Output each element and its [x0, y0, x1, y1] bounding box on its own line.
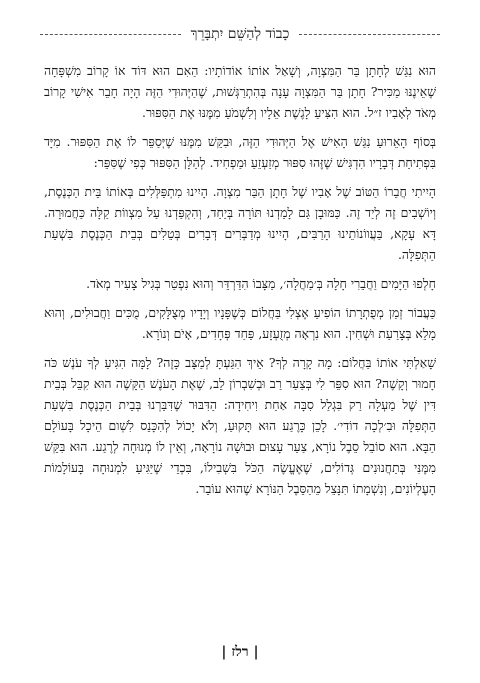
header-rule-right: [299, 34, 440, 35]
running-header: [40, 26, 440, 43]
page-number: | רלז |: [221, 644, 259, 660]
paragraph-4: חָלְפוּ הַיָּמִים וַחֲבֵרִי חָלָה בְּ׳מַחֲלָה׳, מַצָּבוֹ הִדַּרְדֵּר וְהוּא נִפְטַר בְּגִיל צָעִיר מְאֹד.: [86, 276, 436, 291]
page-body: [44, 60, 436, 507]
paragraph-3: הָיִיתִי חֲבֵרוֹ הַטּוֹב שֶׁל אָבִיו שֶׁל חָתָן הַבַּר מִצְוָה. הָיִינוּ מִתְפַּלְּלִים בְּאוֹתוֹ בֵּית הַכְּנֶסֶת, וְיוֹשְׁבִים זֶה לְיַד זֶה. כַּמּוּבָן גַּם לָמַדְנוּ תּוֹרָה בְּיַחַד, וְהִקְפַּדְנוּ עַל מִצְווֹת קַלָּה כַּחֲמוּרָה. דָּא עָקָא, בַּעֲווֹנוֹתֵינוּ הָרַבִּים, הָיִינוּ מְדַבְּרִים דְּבָרִים בְּטֵלִים בְּבֵית הַכְּנֶסֶת בִּשְׁעַת הַתְּפִלָּה.: [44, 184, 436, 262]
header-title: כָבוֹד לְהַשֵּׁם יִתְבָּרֵךְ: [190, 26, 290, 42]
header-rule-left: [40, 34, 181, 35]
paragraph-2: בְּסוֹף הָאֵרוּעַ נִגַּשׁ הָאִישׁ אֶל הַיְּהוּדִי הַזֶּה, וּבִקֵּשׁ מִמֶּנּוּ שֶׁיְּסַפֵּר לוֹ אֶת הַסִּפּוּר. מִיָּד בִּפְתִיחַת דְּבָרָיו הִדְגִּישׁ שֶׁזֶּהוּ סִפּוּר מְזַעְזֵעַ וּמַפְחִיד. לְהַלָּן הַסִּפּוּר כְּפִי שֶׁסִּפֵּר:: [44, 134, 436, 170]
paragraph-6: שָׁאַלְתִּי אוֹתוֹ בַּחֲלוֹם: מָה קָרָה לְךָ? אֵיךְ הִגַּעְתָּ לְמַצָּב כָּזֶה? לָמָּה הִגִּיעַ לְךָ עֹנֶשׁ כֹּה חָמוּר וְקָשֶׁה? הוּא סִפֵּר לִי בְּצַעַר רַב וּבְשִׁבְרוֹן לֵב, שֶׁאֶת הָעֹנֶשׁ הַקָּשֶׁה הוּא קִבֵּל בְּבֵית דִּין שֶׁל מַעְלָה רַק בִּגְלַל סִבָּה אַחַת וִיחִידָה: הַדִּבּוּר שֶׁדִּבַּרְנוּ בְּבֵית הַכְּנֶסֶת בִּשְׁעַת הַתְּפִלָּה וּבִ׳לְכָה דוֹדִי׳. לָכֵן כָּרֶגַע הוּא תָּקוּעַ, וְלֹא יָכוֹל לְהִכָּנֵס לִשְׁום הֵיכָל בָּעוֹלָם הַבָּא. הוּא סוֹבֵל סֵבֶל נוֹרָא, צַעַר עָצוּם וּבוּשָׁה נוֹרָאָה, וְאֵין לוֹ מְנוּחָה לְרֶגַע. הוּא בִּקֵּשׁ מִמֶּנִּי בְּתַחֲנוּנִים גְּדוֹלִים, שֶׁאֶעֱשֶׂה הַכֹּל בִּשְׁבִילוֹ, בִּכְדֵי שֶׁיַּגִּיעַ לִמְנוּחָה בָּעוֹלָמוֹת הָעֶלְיוֹנִים, וְנִשְׁמָתוֹ תִּנָּצֵל מֵהַסֵּבֶל הַנּוֹרָא שֶׁהוּא עוֹבֵר.: [44, 355, 436, 496]
paragraph-5: כַּעֲבוֹר זְמַן מְפֻתְרָתוֹ הוֹפִיעַ אֶצְלִי בַּחֲלוֹם כְּשֶׁפָּנָיו וְיָדָיו מְצֻלָּקִים, מֻכִּים וַחֲבוּלִים, וְהוּא מָלֵא בְּצָרַעַת וּשְׁחִין. הוּא נִרְאָה מְזֻעְזָע, פַּחַד פְּחָדִים, אָיֹם וְנוֹרָא.: [44, 305, 436, 341]
paragraph-1: הוּא נִגַּשׁ לְחָתָן בַּר הַמִּצְוָה, וְשָׁאַל אוֹתוֹ אוֹדוֹתָיו: הַאִם הוּא דּוֹד אוֹ קָרוֹב מִשְׁפָּחָה שֶׁאֵינֶנּוּ מַכִּיר? חָתָן בַּר הַמִּצְוָה עָנָה בְּהִתְרַגְּשׁוּת, שֶׁהַיְּהוּדִי הַזֶּה הָיָה חָבֵר אִישִׁי קָרוֹב מְאֹד לְאָבִיו ז״ל. הוּא הִצִּיעַ לָגֶשֶׁת אֵלָיו וְלִשְׁמֹעַ מִמֶּנּוּ אֶת הַסִּפּוּר.: [44, 63, 436, 120]
